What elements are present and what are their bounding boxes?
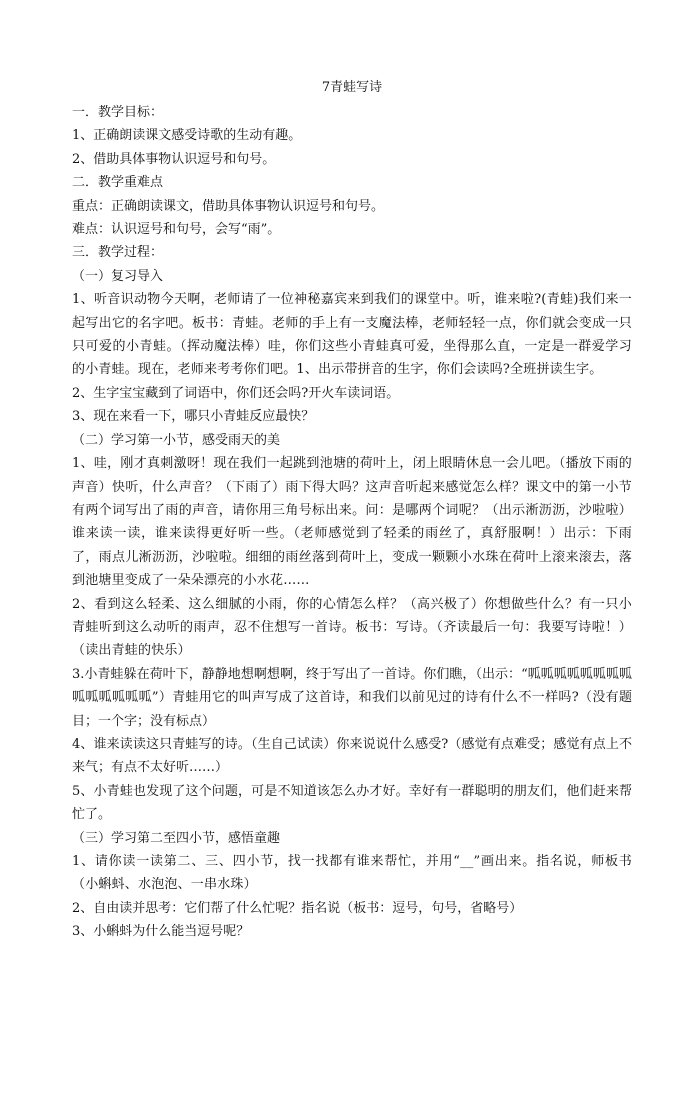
page-title: 7青蛙写诗 [321, 80, 383, 95]
stanzas-paragraph-3: 3、小蝌蚪为什么能当逗号呢？ [72, 924, 250, 940]
stanza-one-paragraph-4: 4、谁来读读这只青蛙写的诗。（生自己试读）你来说说什么感受?（感觉有点难受；感觉有点上不来气；有点不太好听……） [72, 736, 632, 776]
review-paragraph-2: 2、生字宝宝藏到了词语中，你们还会吗?开火车读词语。 [72, 385, 400, 401]
section-heading-key-points: 二．教学重难点 [72, 175, 164, 191]
difficult-point: 难点：认识逗号和句号，会写“雨”。 [72, 222, 281, 238]
stanza-one-paragraph-5: 5、小青蛙也发现了这个问题，可是不知道该怎么办才好。幸好有一群聪明的朋友们，他们赶来帮忙了。 [72, 783, 632, 823]
subsection-stanza-one: （二）学习第一小节，感受雨天的美 [72, 432, 281, 448]
subsection-review: （一）复习导入 [72, 268, 164, 284]
objective-1: 1、正确朗读课文感受诗歌的生动有趣。 [72, 128, 302, 144]
stanzas-paragraph-2: 2、自由读并思考：它们帮了什么忙呢？指名说（板书：逗号，句号，省略号） [72, 900, 523, 916]
subsection-stanzas-two-to-four: （三）学习第二至四小节，感悟童趣 [72, 830, 281, 846]
key-point: 重点：正确朗读课文，借助具体事物认识逗号和句号。 [72, 198, 385, 214]
review-paragraph-3: 3、现在来看一下，哪只小青蛙反应最快？ [72, 409, 315, 425]
stanza-one-paragraph-3: 3.小青蛙躲在荷叶下，静静地想啊想啊，终于写出了一首诗。你们瞧，（出示：“呱呱呱呱呱呱呱呱呱呱呱呱呱呱”）青蛙用它的叫声写成了这首诗，和我们以前见过的诗有什么不一样吗?（没有题目；一个字；没有标点） [72, 666, 632, 729]
section-heading-process: 三．教学过程： [72, 245, 164, 261]
stanzas-paragraph-1: 1、请你读一读第二、三、四小节，找一找都有谁来帮忙，并用“__”画出来。指名说，师板书（小蝌蚪、水泡泡、一串水珠） [72, 854, 632, 893]
stanza-one-paragraph-2: 2、看到这么轻柔、这么细腻的小雨，你的心情怎么样？（高兴极了）你想做些什么？有一只小青蛙听到这么动听的雨声，忍不住想写一首诗。板书：写诗。（齐读最后一句：我要写诗啦！）（读出青蛙的快乐） [72, 596, 632, 659]
review-paragraph-1: 1、听音识动物今天啊，老师请了一位神秘嘉宾来到我们的课堂中。听，谁来啦?(青蛙)我们来一起写出它的名字吧。板书：青蛙。老师的手上有一支魔法棒，老师轻轻一点，你们就会变成一只只可爱的小青蛙。（挥动魔法棒）哇，你们这些小青蛙真可爱，坐得那么直，一定是一群爱学习的小青蛙。现在，老师来考考你们吧。1、出示带拼音的生字，你们会读吗?全班拼读生字。 [72, 292, 632, 378]
objective-2: 2、借助具体事物认识逗号和句号。 [72, 151, 276, 167]
section-heading-objectives: 一．教学目标： [72, 105, 164, 120]
document-body [72, 78, 632, 944]
stanza-one-paragraph-1: 1、哇，刚才真刺激呀！现在我们一起跳到池塘的荷叶上，闭上眼睛休息一会儿吧。（播放下雨的声音）快听，什么声音？（下雨了）雨下得大吗？这声音听起来感觉怎么样？课文中的第一小节有两个词写出了雨的声音，请你用三角号标出来。问：是哪两个词呢？（出示淅沥沥，沙啦啦）谁来读一读，谁来读得更好听一些。（老师感觉到了轻柔的雨丝了，真舒服啊！）出示：下雨了，雨点儿淅沥沥，沙啦啦。细细的雨丝落到荷叶上，变成一颗颗小水珠在荷叶上滚来滚去，落到池塘里变成了一朵朵漂亮的小水花…… [72, 456, 632, 589]
